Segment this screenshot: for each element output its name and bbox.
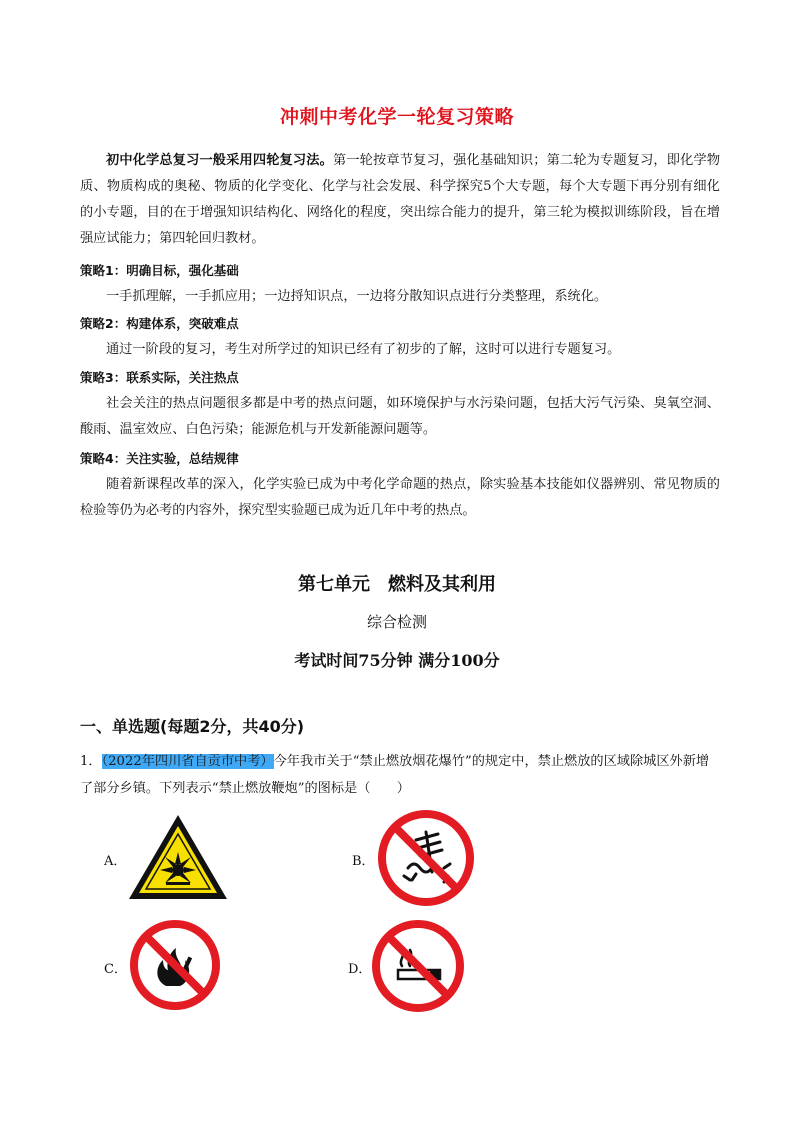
strategy-body: 随着新课程改革的深入，化学实验已成为中考化学命题的热点，除实验基本技能如仪器辨别、常见物质的检验等仍为必考的内容外，探究型实验题已成为近几年中考的热点。: [80, 477, 720, 518]
intro-text: 第一轮按章节复习，强化基础知识；第二轮为专题复习，即化学物质、物质构成的奥秘、物质的化学变化、化学与社会发展、科学探究5个大专题，每个大专题下再分别有细化的小专题，目的在于增强知识结构化、网络化的程度，突出综合能力的提升，第三轮为模拟训练阶段，旨在增强应试能力；第四轮回归教材。: [80, 153, 721, 246]
question-source-highlight: （2022年四川省自贡市中考）: [101, 754, 274, 769]
strategy-1: [80, 258, 720, 310]
strategy-heading: 策略4：关注实验，总结规律: [80, 451, 239, 466]
intro-paragraph: [80, 148, 720, 252]
option-c-label: C．: [104, 962, 127, 977]
intro-lead: 初中化学总复习一般采用四轮复习法。: [106, 153, 333, 168]
option-a-label: A．: [104, 854, 127, 869]
strategy-body: 社会关注的热点问题很多都是中考的热点问题，如环境保护与水污染问题，包括大污气污染、臭氧空洞、酸雨、温室效应、白色污染；能源危机与开发新能源问题等。: [80, 396, 720, 437]
explosive-warning-icon: [126, 812, 230, 902]
question-1: [80, 748, 720, 802]
strategy-heading: 策略1：明确目标，强化基础: [80, 263, 239, 278]
strategy-3: [80, 365, 720, 443]
strategy-heading: 策略3：联系实际，关注热点: [80, 370, 239, 385]
unit-title: 第七单元 燃料及其利用: [298, 574, 496, 595]
no-open-flame-icon: [130, 920, 220, 1010]
question-number: 1．: [80, 754, 102, 769]
strategy-body: 一手抓理解，一手抓应用；一边捋知识点，一边将分散知识点进行分类整理，系统化。: [106, 289, 608, 304]
unit-subtitle: 综合检测: [366, 613, 427, 631]
page-title: 冲刺中考化学一轮复习策略: [279, 106, 514, 128]
no-smoking-icon: [372, 920, 464, 1012]
no-firecrackers-icon: [378, 810, 474, 906]
question-text: 今年我市关于“禁止燃放烟花爆竹”的规定中，禁止燃放的区域除城区外新增了部分乡镇。下列表示“禁止燃放鞭炮”的图标是（ ）: [80, 754, 710, 796]
option-b-label: B．: [352, 854, 375, 869]
strategy-body: 通过一阶段的复习，考生对所学过的知识已经有了初步的了解，这时可以进行专题复习。: [106, 342, 621, 357]
option-d-label: D．: [348, 962, 372, 977]
strategy-2: [80, 311, 720, 363]
exam-info: 考试时间75分钟 满分100分: [294, 651, 500, 670]
strategy-heading: 策略2：构建体系，突破难点: [80, 316, 239, 331]
strategy-4: [80, 446, 720, 524]
section-title: 一、单选题(每题2分，共40分): [80, 717, 305, 736]
